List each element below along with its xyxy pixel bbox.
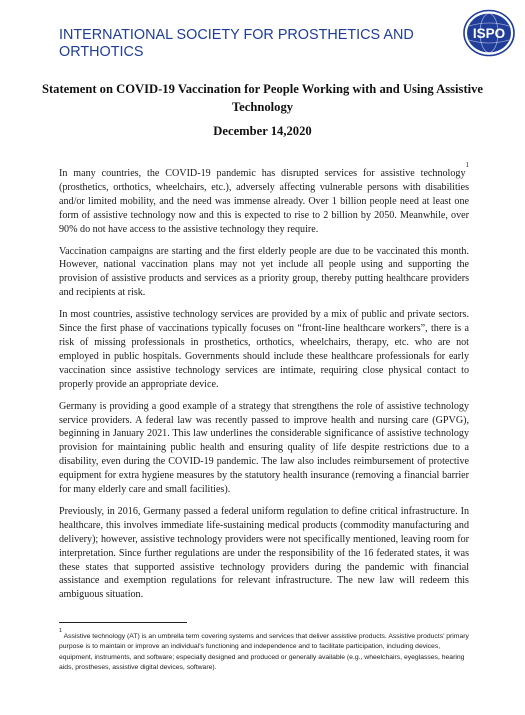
- footnote-text: Assistive technology (AT) is an umbrella term covering systems and services that deliver assistive products. Assistive products’ primary purpose is to maintain or improve an individual’s functioning and independence and to facilitate participation, including devices, equipment, instruments, and software; especially designed and produced or generally available (e.g., wheelchairs, eyeglasses, hearing aids, prostheses, assistive digital devices, software).: [59, 633, 469, 671]
- footnote: [59, 628, 471, 673]
- organization-name: INTERNATIONAL SOCIETY FOR PROSTHETICS AND ORTHOTICS: [59, 27, 414, 60]
- document-title: Statement on COVID-19 Vaccination for People Working with and Using Assistive Technology: [41, 82, 484, 114]
- document-date: December 14,2020: [213, 124, 312, 138]
- logo-text: ISPO: [472, 26, 506, 41]
- paragraph: In most countries, assistive technology services are provided by a mix of public and private sectors. Since the first phase of vaccinations typically focuses on “front-line healthcare workers”, there is a risk of missing professionals in prosthetics, orthotics, wheelchairs, therapy, etc. who are not employed in public hospitals. Governments should include these healthcare professionals for early vaccination since assistive technology services are intimate, requiring close physical contact to properly provide an appropriate device.: [59, 309, 469, 390]
- paragraph-text-continued: (prosthetics, orthotics, wheelchairs, etc.), adversely affecting vulnerable persons with disabilities and/or limited mobility, and the need was immense already. Over 1 billion people need at least one form of assistive technology now and this is expected to rise to 2 billion by 2050. Meanwhile, over 90% do not have access to the assistive technology they require.: [59, 181, 469, 235]
- paragraph: Vaccination campaigns are starting and the first elderly people are due to be vaccinated this month. However, national vaccination plans may not yet include all people using and supporting the provision of assistive products and services as a priority group, thereby putting healthcare providers and recipients at risk.: [59, 245, 469, 299]
- footnote-mark: 1: [59, 628, 63, 634]
- footnote-reference[interactable]: 1: [465, 161, 469, 169]
- paragraph: Germany is providing a good example of a strategy that strengthens the role of assistive technology service providers. A federal law was recently passed to improve health and nursing care (GPVG), beginning in January 2021. This law underlines the considerable significance of assistive technology provision for maintaining public health and ensuring quality of life despite restrictions due to a disability, even during the COVID-19 pandemic. The law also includes reimbursement of protective equipment for extra hygiene measures by the statutory health insurance (removing a financial barrier for many elderly care and small facilities).: [59, 400, 469, 496]
- document-body: [59, 161, 469, 610]
- paragraph: Previously, in 2016, Germany passed a federal uniform regulation to define critical infrastructure. In healthcare, this involves immediate life-sustaining medical products (commodity manufacturing and delivery); however, assistive technology providers were not specifically mentioned, leaving room for interpretation. Since further regulations are under the responsibility of the 16 federated states, it was these states that supported assistive technology providers during the pandemic with financial assistance and exemption regulations for relevant infrastructure. The new law will redeem this ambiguous situation.: [59, 505, 469, 601]
- paragraph-text: In many countries, the COVID-19 pandemic has disrupted services for assistive technology: [59, 168, 466, 179]
- ispo-logo: [462, 9, 516, 57]
- footnote-divider: [59, 622, 187, 623]
- paragraph: [59, 161, 469, 237]
